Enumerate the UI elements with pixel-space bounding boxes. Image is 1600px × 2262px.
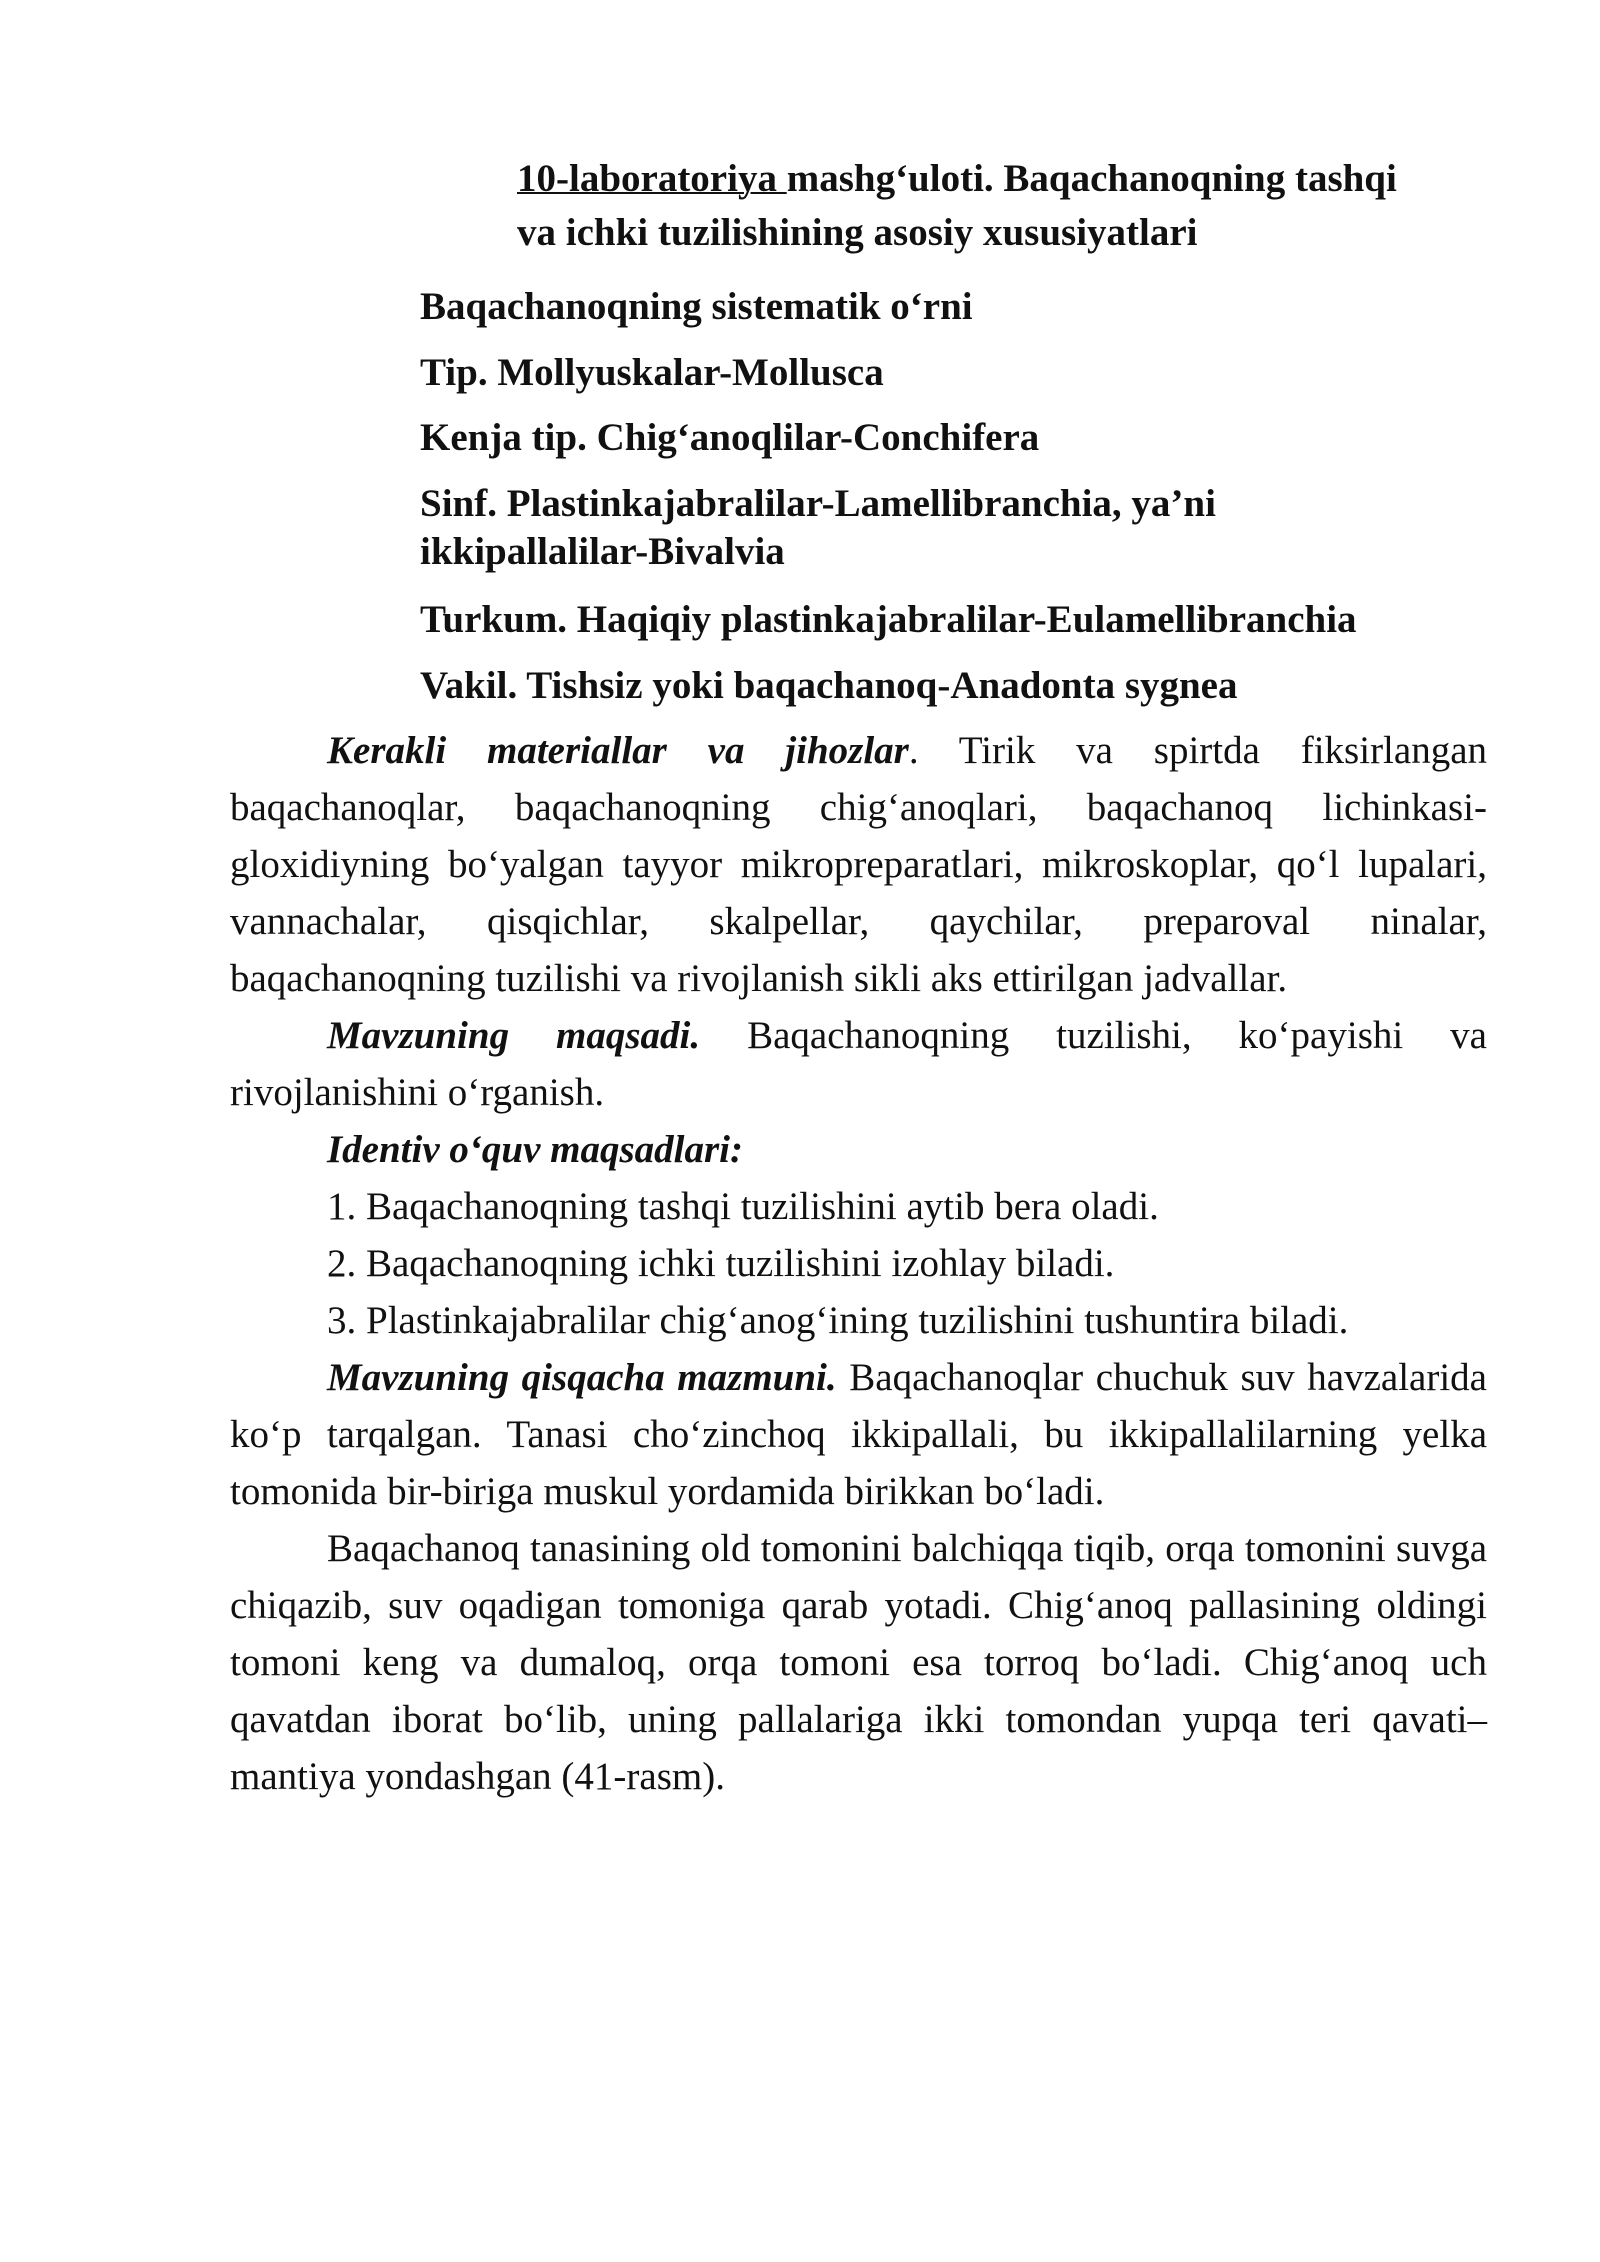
sinf-line2: ikkipallalilar-Bivalvia — [420, 530, 785, 573]
title-line2: va ichki tuzilishining asosiy xususiyatlari — [517, 211, 1198, 254]
systematics-tip: Tip. Mollyuskalar-Mollusca — [420, 351, 884, 394]
materials-text: . Tirik va spirtda fiksirlangan baqachanoqlar, baqachanoqning chig‘anoqlari, baqachanoq lichinkasi-gloxidiyning bo‘yalgan tayyor mikropreparatlari, mikroskoplar, qo‘l lupalari, vannachalar, qisqichlar, skalpellar, qaychilar, preparoval ninalar, baqachanoqning tuzilishi va rivojlanish sikli aks ettirilgan jadvallar. — [230, 729, 1488, 1000]
objective-item: 3. Plastinkajabralilar chig‘anog‘ining tuzilishini tushuntira biladi. — [327, 1299, 1349, 1342]
summary-paragraph — [230, 1349, 1487, 1520]
goal-paragraph — [230, 1007, 1487, 1121]
objectives-label: Identiv o‘quv maqsadlari: — [327, 1128, 743, 1171]
systematics-turkum: Turkum. Haqiqiy plastinkajabralilar-Eulamellibranchia — [420, 598, 1357, 641]
summary-text: Baqachanoqlar chuchuk suv havzalarida ko‘p tarqalgan. Tanasi cho‘zinchoq ikkipallali, bu ikkipallalilarning yelka tomonida bir-biriga muskul yordamida birikkan bo‘ladi. — [230, 1356, 1487, 1513]
systematics-vakil: Vakil. Tishsiz yoki baqachanoq-Anadonta sygnea — [420, 664, 1238, 707]
materials-label: Kerakli materiallar va jihozlar — [327, 729, 909, 772]
document-body — [230, 722, 1487, 1805]
systematics-heading: Baqachanoqning sistematik o‘rni — [420, 285, 973, 328]
objectives-heading — [230, 1121, 1487, 1178]
systematics-kenja-tip: Kenja tip. Chig‘anoqlilar-Conchifera — [420, 416, 1040, 459]
document-title — [517, 152, 1497, 260]
summary-label: Mavzuning qisqacha mazmuni. — [327, 1356, 837, 1399]
systematics-sinf — [420, 480, 1500, 576]
body-paragraph: Baqachanoq tanasining old tomonini balchiqqa tiqib, orqa tomonini suvga chiqazib, suv oqadigan tomoniga qarab yotadi. Chig‘anoq pallasining oldingi tomoni keng va dumaloq, orqa tomoni esa torroq bo‘ladi. Chig‘anoq uch qavatdan iborat bo‘lib, uning pallalariga ikki tomondan yupqa teri qavati–mantiya yondashgan (41-rasm). — [230, 1527, 1487, 1798]
title-line1: mashg‘uloti. Baqachanoqning tashqi — [786, 157, 1397, 200]
goal-label: Mavzuning maqsadi. — [327, 1014, 701, 1057]
objective-item: 2. Baqachanoqning ichki tuzilishini izohlay biladi. — [327, 1242, 1115, 1285]
lab-number: 10-laboratoriya — [517, 157, 787, 200]
goal-text: Baqachanoqning tuzilishi, ko‘payishi va rivojlanishini o‘rganish. — [230, 1014, 1487, 1114]
objective-item: 1. Baqachanoqning tashqi tuzilishini aytib bera oladi. — [327, 1185, 1159, 1228]
materials-paragraph — [230, 722, 1487, 1007]
sinf-line1: Sinf. Plastinkajabralilar-Lamellibranchia, ya’ni — [420, 482, 1216, 525]
